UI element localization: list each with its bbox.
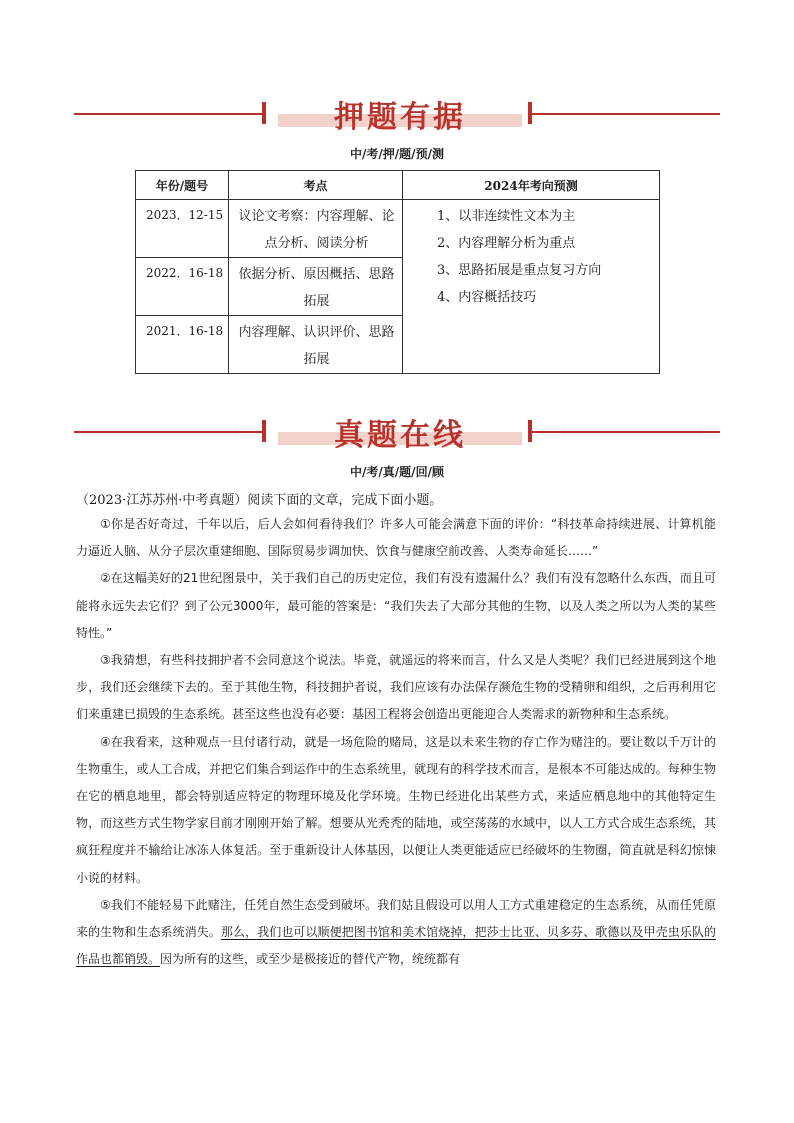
banner-line-right <box>532 431 720 433</box>
banner-cap-left <box>262 102 266 124</box>
article-paragraph: ③我猜想，有些科技拥护者不会同意这个说法。毕竟，就遥远的将来而言，什么又是人类呢？我们已经进展到这个地步，我们还会继续下去的。至于其他生物，科技拥护者说，我们应该有办法保存濒危生物的受精卵和组织，之后再利用它们来重建已损毁的生态系统。甚至这些也没有必要：基因工程将会创造出更能迎合人类需求的新物种和生态系统。 <box>76 653 716 722</box>
question-intro: （2023·江苏苏州·中考真题）阅读下面的文章，完成下面小题。 <box>76 493 443 508</box>
table-row <box>136 200 660 258</box>
section-subtitle: 中/考/押/题/预/测 <box>350 147 444 161</box>
banner-line-right <box>532 113 720 115</box>
row-year: 2022．16-18 <box>136 258 229 316</box>
section-title: 真题在线 <box>334 418 466 453</box>
row-point: 议论文考察：内容理解、论点分析、阅读分析 <box>229 200 403 258</box>
article-paragraph: ④在我看来，这种观点一旦付诸行动，就是一场危险的赌局，这是以未来生物的存亡作为赌注的。要让数以千万计的生物重生，或人工合成，并把它们集合到运作中的生态系统里，就现有的科学技术而言，是根本不可能达成的。每种生物在它的栖息地里，都会特别适应特定的物理环境及化学环境。生物已经进化出某些方式，来适应栖息地中的其他特定生物，而这些方式生物学家目前才刚刚开始了解。想要从光秃秃的陆地，或空荡荡的水域中，以人工方式合成生态系统，其疯狂程度并不输给让冰冻人体复活。至于重新设计人体基因，以便让人类更能适应已经破坏的生物圈，简直就是科幻惊悚小说的材料。 <box>76 734 716 885</box>
article-paragraph <box>76 892 716 974</box>
row-year: 2023．12-15 <box>136 200 229 258</box>
reading-article <box>76 511 716 973</box>
header-year: 年份/题号 <box>136 171 229 200</box>
table-header-row <box>136 171 660 200</box>
section-title: 押题有据 <box>334 100 466 135</box>
prediction-cell <box>403 200 660 374</box>
row-year: 2021．16-18 <box>136 316 229 374</box>
banner-cap-left <box>262 420 266 442</box>
section-banner-real-exam <box>74 412 720 452</box>
prediction-item: 1、以非连续性文本为主 <box>437 209 576 224</box>
paragraph-text: 因为所有的这些，或至少是极接近的替代产物，统统都有 <box>160 952 461 967</box>
section-subtitle: 中/考/真/题/回/顾 <box>350 465 444 479</box>
header-point: 考点 <box>229 171 403 200</box>
prediction-table <box>135 170 660 374</box>
row-point: 内容理解、认识评价、思路拓展 <box>229 316 403 374</box>
banner-line-left <box>74 431 262 433</box>
prediction-item: 2、内容理解分析为重点 <box>437 236 576 251</box>
row-point: 依据分析、原因概括、思路拓展 <box>229 258 403 316</box>
banner-line-left <box>74 113 262 115</box>
section-banner-prediction <box>74 94 720 134</box>
underlined-sentence: 那么，我们也可以顺便把图书馆和美术馆烧掉，把莎士比亚、贝多芬、歌德以及甲壳虫乐队的作品也都销毁。 <box>76 925 716 967</box>
article-paragraph: ①你是否好奇过，千年以后，后人会如何看待我们？许多人可能会满意下面的评价：“科技革命持续进展、计算机能力逼近人脑、从分子层次重建细胞、国际贸易步调加快、饮食与健康空前改善、人类寿命延长……” <box>76 517 716 559</box>
prediction-item: 4、内容概括技巧 <box>437 290 537 305</box>
prediction-item: 3、思路拓展是重点复习方向 <box>437 263 602 278</box>
header-prediction: 2024年考向预测 <box>403 171 660 200</box>
article-paragraph: ②在这幅美好的21世纪图景中，关于我们自己的历史定位，我们有没有遗漏什么？我们有没有忽略什么东西，而且可能将永远失去它们？到了公元3000年，最可能的答案是：“我们失去了大部分其他的生物，以及人类之所以为人类的某些特性。” <box>76 571 716 640</box>
paragraph-text: ⑤我们不能轻易下此赌注，任凭自然生态受到破坏。我们姑且假设可以用人工方式重建稳定的生态系统，从而任凭原来的生物和生态系统消失。 <box>76 897 716 940</box>
